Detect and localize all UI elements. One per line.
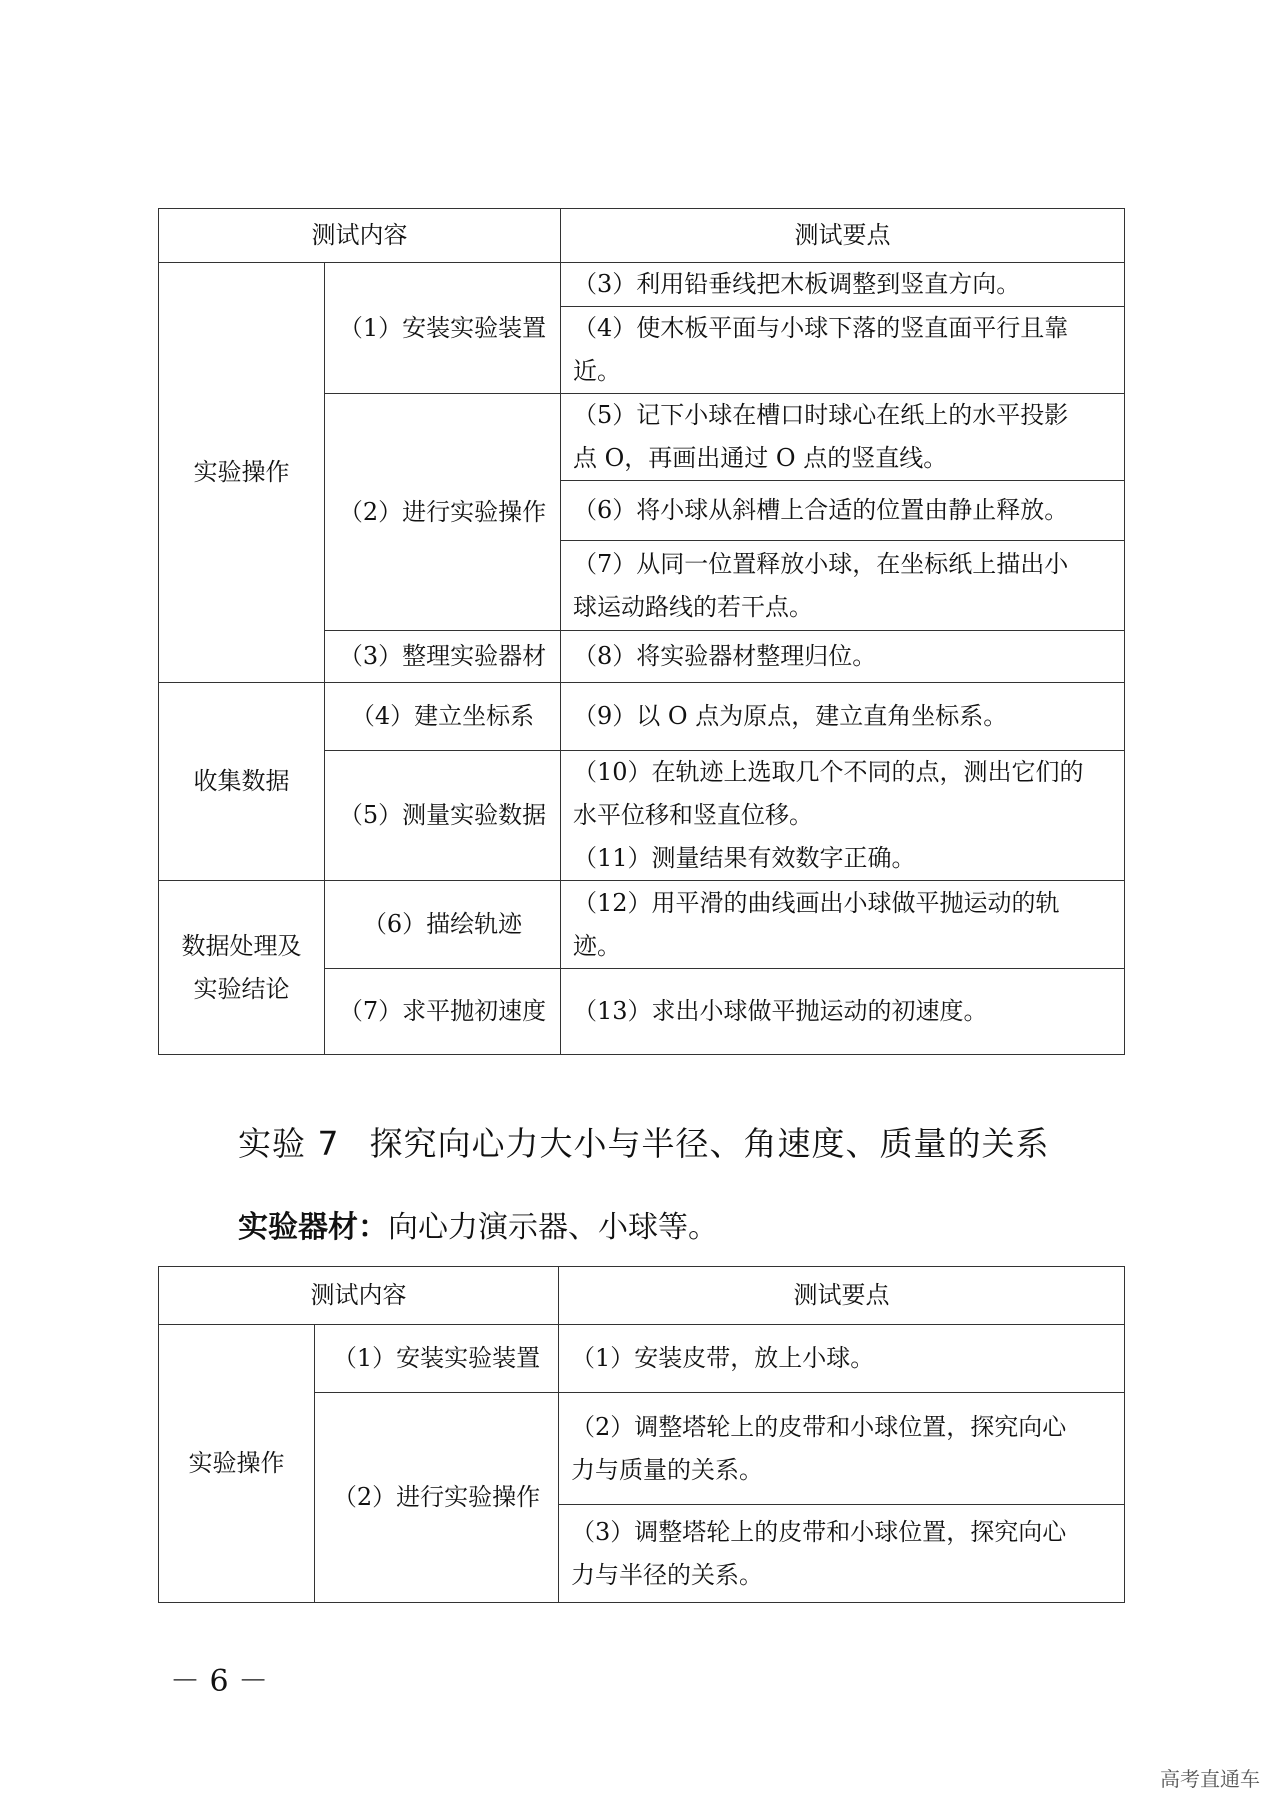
item-label: （3）整理实验器材 (325, 631, 561, 683)
test-point (561, 881, 1125, 969)
point-line: （2）调整塔轮上的皮带和小球位置，探究向心 (571, 1412, 1067, 1441)
point-line: （10）在轨迹上选取几个不同的点，测出它们的 (573, 758, 1084, 786)
point-line: （12）用平滑的曲线画出小球做平抛运动的轨 (573, 888, 1060, 917)
point-line: （4）使木板平面与小球下落的竖直面平行且靠 (573, 314, 1069, 342)
point-line: （5）记下小球在槽口时球心在纸上的水平投影 (573, 401, 1069, 429)
item-label: （2）进行实验操作 (325, 394, 561, 631)
item-label: （6）描绘轨迹 (325, 881, 561, 969)
test-point (561, 307, 1125, 394)
point-line: 水平位移和竖直位移。 (573, 801, 813, 829)
point-line: （11）测量结果有效数字正确。 (573, 844, 916, 872)
point-line: 力与质量的关系。 (571, 1455, 763, 1484)
table-row (159, 1325, 1125, 1393)
point-line: （3）利用铅垂线把木板调整到竖直方向。 (573, 270, 1021, 298)
equipment-line (238, 1202, 718, 1246)
table-row (159, 263, 1125, 307)
header-test-points: 测试要点 (559, 1267, 1125, 1325)
point-line: 点 O，再画出通过 O 点的竖直线。 (573, 444, 948, 472)
section-name: 收集数据 (159, 683, 325, 881)
section-name: 实验操作 (159, 1325, 315, 1603)
point-line: （8）将实验器材整理归位。 (573, 642, 877, 670)
test-point (559, 1325, 1125, 1393)
test-point (561, 481, 1125, 541)
table-row (159, 881, 1125, 969)
point-line: （3）调整塔轮上的皮带和小球位置，探究向心 (571, 1517, 1067, 1546)
point-line: （13）求出小球做平抛运动的初速度。 (573, 997, 988, 1025)
test-table-2 (158, 1266, 1125, 1603)
item-label: （1）安装实验装置 (325, 263, 561, 394)
item-label: （2）进行实验操作 (315, 1393, 559, 1603)
table-header-row (159, 1267, 1125, 1325)
test-point (561, 394, 1125, 481)
watermark: 高考直通车 (1160, 1767, 1260, 1791)
test-point (559, 1393, 1125, 1505)
test-point (559, 1505, 1125, 1603)
section-name-line: 实验结论 (193, 974, 290, 1003)
section-name: 实验操作 (159, 263, 325, 683)
point-line: （1）安装皮带，放上小球。 (571, 1344, 875, 1372)
point-line: （7）从同一位置释放小球，在坐标纸上描出小 (573, 549, 1069, 578)
test-point (561, 631, 1125, 683)
experiment-name: 探究向心力大小与半径、角速度、质量的关系 (369, 1124, 1050, 1163)
test-point (561, 683, 1125, 751)
item-label: （5）测量实验数据 (325, 751, 561, 881)
test-table-1 (158, 208, 1125, 1055)
table-header-row (159, 209, 1125, 263)
page-number: － 6 － (170, 1664, 269, 1699)
equipment-label: 实验器材： (238, 1210, 388, 1245)
point-line: （9）以 O 点为原点，建立直角坐标系。 (573, 702, 1008, 730)
test-point (561, 751, 1125, 881)
test-point (561, 541, 1125, 631)
point-line: 近。 (573, 357, 621, 385)
test-point (561, 969, 1125, 1055)
header-test-points: 测试要点 (561, 209, 1125, 263)
section-name-line: 数据处理及 (181, 931, 302, 960)
section-name (159, 881, 325, 1055)
experiment-number: 实验 7 (238, 1124, 340, 1163)
point-line: 力与半径的关系。 (571, 1560, 763, 1589)
item-label: （1）安装实验装置 (315, 1325, 559, 1393)
table-row (159, 683, 1125, 751)
header-test-content: 测试内容 (159, 209, 561, 263)
test-point (561, 263, 1125, 307)
point-line: 迹。 (573, 931, 621, 960)
item-label: （7）求平抛初速度 (325, 969, 561, 1055)
item-label: （4）建立坐标系 (325, 683, 561, 751)
equipment-text: 向心力演示器、小球等。 (388, 1210, 718, 1245)
experiment-title (238, 1118, 1050, 1165)
point-line: （6）将小球从斜槽上合适的位置由静止释放。 (573, 496, 1069, 524)
point-line: 球运动路线的若干点。 (573, 592, 813, 621)
header-test-content: 测试内容 (159, 1267, 559, 1325)
